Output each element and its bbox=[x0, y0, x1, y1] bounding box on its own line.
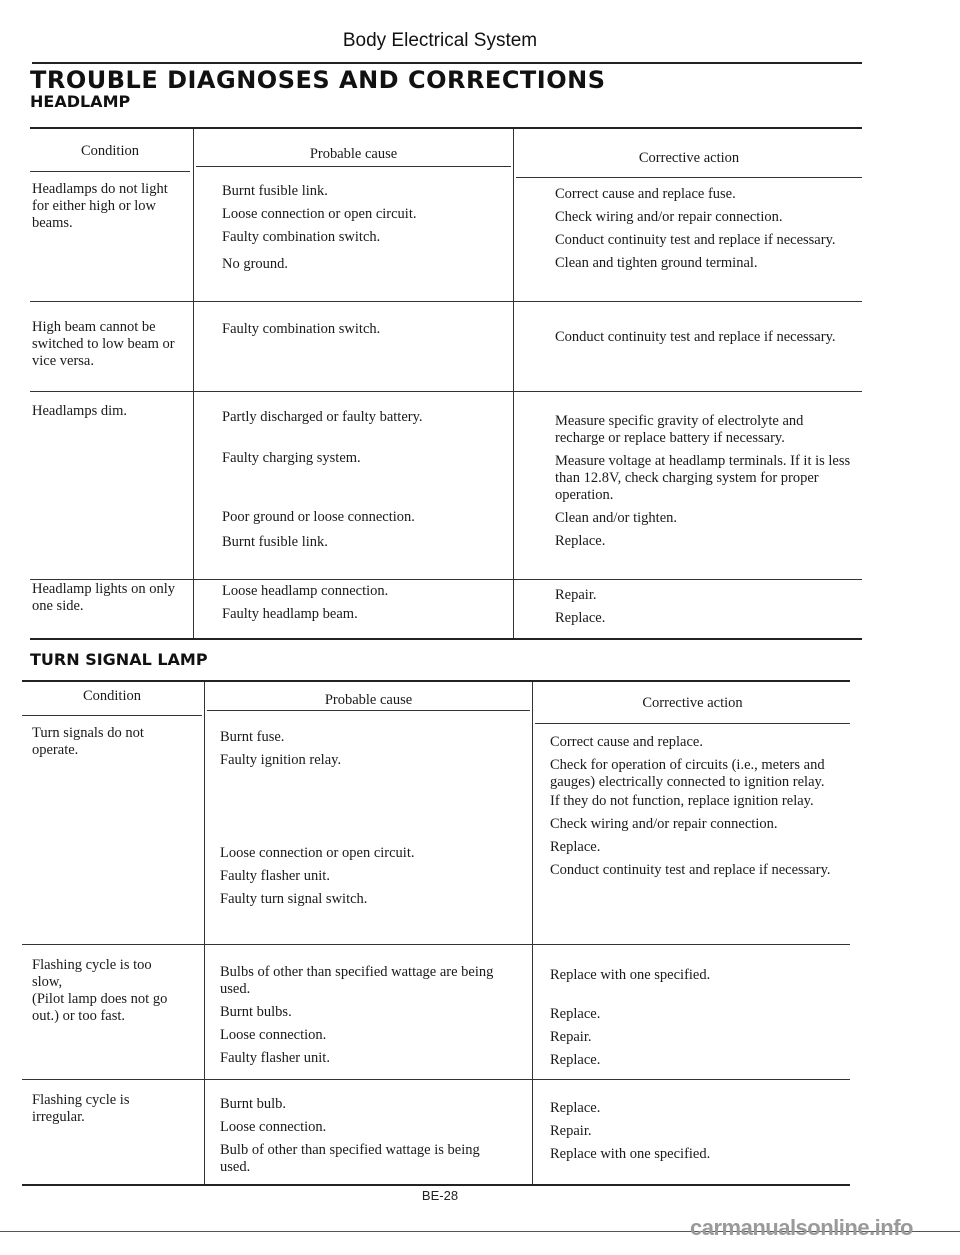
headlamp-table bbox=[30, 127, 862, 640]
action-entry: Replace. bbox=[555, 533, 606, 549]
condition-header: Condition bbox=[80, 143, 139, 159]
cause-entry: Loose headlamp connection. bbox=[222, 583, 389, 599]
probable-cause-header: Probable cause bbox=[324, 692, 413, 708]
column-divider bbox=[513, 129, 514, 638]
action-entry: Replace. bbox=[550, 1100, 601, 1116]
action-entry: Replace. bbox=[550, 1006, 601, 1022]
action-entry: Check for operation of circuits (i.e., meters and gauges) electrically connected to ignition relay. bbox=[550, 757, 825, 790]
condition-cell: High beam cannot be switched to low beam or vice versa. bbox=[32, 319, 175, 369]
cause-cell bbox=[222, 183, 512, 279]
action-entry: Correct cause and replace fuse. bbox=[555, 186, 736, 202]
action-entry: Check wiring and/or repair connection. bbox=[550, 816, 778, 832]
action-entry: Check wiring and/or repair connection. bbox=[555, 209, 783, 225]
header-divider bbox=[207, 710, 530, 711]
column-divider bbox=[204, 682, 205, 1184]
cause-entry: Loose connection. bbox=[220, 1119, 327, 1135]
row-divider bbox=[30, 301, 862, 302]
cause-entry: Faulty headlamp beam. bbox=[222, 606, 358, 622]
cause-entry: Faulty flasher unit. bbox=[220, 1050, 330, 1066]
cause-entry: Loose connection. bbox=[220, 1027, 327, 1043]
cause-entry: Burnt fusible link. bbox=[222, 183, 328, 199]
action-entry: Conduct continuity test and replace if necessary. bbox=[550, 862, 831, 878]
cause-cell bbox=[220, 964, 510, 1073]
condition-cell: Headlamps dim. bbox=[32, 403, 128, 419]
action-entry: Repair. bbox=[555, 587, 597, 603]
action-entry: Repair. bbox=[550, 1029, 592, 1045]
running-header: Body Electrical System bbox=[342, 30, 538, 51]
action-cell bbox=[550, 1100, 850, 1169]
condition-cell bbox=[32, 957, 182, 1025]
cause-entry: Faulty turn signal switch. bbox=[220, 891, 368, 907]
action-entry: Conduct continuity test and replace if necessary. bbox=[555, 329, 836, 345]
action-entry: Replace. bbox=[550, 839, 601, 855]
action-cell bbox=[550, 734, 850, 885]
condition-line: (Pilot lamp does not go out.) or too fast. bbox=[32, 991, 168, 1024]
page-number: BE-28 bbox=[421, 1188, 459, 1203]
row-divider bbox=[22, 1079, 850, 1080]
action-entry: Clean and tighten ground terminal. bbox=[555, 255, 758, 271]
condition-cell: Headlamp lights on only one side. bbox=[32, 581, 175, 614]
column-divider bbox=[532, 682, 533, 1184]
cause-entry: Loose connection or open circuit. bbox=[220, 845, 415, 861]
cause-entry: No ground. bbox=[222, 256, 289, 272]
cause-cell bbox=[220, 1096, 510, 1182]
action-entry: Conduct continuity test and replace if necessary. bbox=[555, 232, 836, 248]
row-divider bbox=[22, 944, 850, 945]
cause-entry: Bulbs of other than specified wattage are being used. bbox=[220, 964, 494, 997]
watermark-logo: carmanualsonline.info bbox=[690, 1215, 913, 1240]
cause-entry: Bulb of other than specified wattage is being used. bbox=[220, 1142, 480, 1175]
condition-cell: Flashing cycle is irregular. bbox=[32, 1092, 130, 1125]
action-entry: Replace with one specified. bbox=[550, 967, 711, 983]
condition-cell: Headlamps do not light for either high or low beams. bbox=[32, 181, 168, 231]
cause-entry: Faulty combination switch. bbox=[222, 321, 381, 337]
cause-entry: Faulty flasher unit. bbox=[220, 868, 330, 884]
cause-entry: Burnt fuse. bbox=[220, 729, 285, 745]
action-entry: Measure specific gravity of electrolyte and recharge or replace battery if necessary. bbox=[555, 413, 804, 446]
cause-entry: Loose connection or open circuit. bbox=[222, 206, 417, 222]
turn-signal-table bbox=[22, 680, 850, 1186]
row-divider bbox=[30, 391, 862, 392]
header-divider bbox=[196, 166, 511, 167]
action-entry: Replace. bbox=[555, 610, 606, 626]
header-divider bbox=[535, 723, 850, 724]
corrective-action-header: Corrective action bbox=[638, 150, 740, 166]
turn-signal-section-title: TURN SIGNAL LAMP bbox=[30, 650, 208, 669]
row-divider bbox=[30, 579, 862, 580]
condition-cell: Turn signals do not operate. bbox=[32, 725, 144, 758]
cause-entry: Burnt bulbs. bbox=[220, 1004, 292, 1020]
cause-entry: Burnt fusible link. bbox=[222, 534, 328, 550]
action-entry: Repair. bbox=[550, 1123, 592, 1139]
header-divider bbox=[22, 715, 202, 716]
cause-entry: Partly discharged or faulty battery. bbox=[222, 409, 423, 425]
cause-cell bbox=[222, 321, 512, 344]
header-divider bbox=[516, 177, 862, 178]
cause-entry: Poor ground or loose connection. bbox=[222, 509, 415, 525]
action-entry: Replace. bbox=[550, 1052, 601, 1068]
action-cell bbox=[555, 587, 855, 633]
corrective-action-header: Corrective action bbox=[642, 695, 743, 711]
condition-header: Condition bbox=[82, 688, 141, 704]
cause-entry: Faulty combination switch. bbox=[222, 229, 381, 245]
action-entry: If they do not function, replace ignition relay. bbox=[550, 793, 814, 809]
action-entry: Clean and/or tighten. bbox=[555, 510, 678, 526]
action-entry: Correct cause and replace. bbox=[550, 734, 703, 750]
action-entry: Measure voltage at headlamp terminals. If it is less than 12.8V, check charging system for proper operation. bbox=[555, 453, 851, 503]
action-cell bbox=[555, 329, 855, 352]
cause-cell bbox=[220, 729, 510, 914]
page-title: TROUBLE DIAGNOSES AND CORRECTIONS bbox=[30, 66, 606, 94]
headlamp-section-title: HEADLAMP bbox=[30, 92, 131, 111]
header-divider bbox=[30, 171, 190, 172]
cause-entry: Burnt bulb. bbox=[220, 1096, 287, 1112]
header-rule bbox=[32, 62, 862, 64]
action-cell bbox=[555, 413, 855, 556]
action-cell bbox=[550, 967, 850, 1075]
cause-cell bbox=[222, 583, 512, 629]
condition-line: Flashing cycle is too slow, bbox=[32, 957, 152, 990]
action-entry: Replace with one specified. bbox=[550, 1146, 711, 1162]
cause-cell bbox=[222, 409, 512, 557]
probable-cause-header: Probable cause bbox=[309, 146, 398, 162]
cause-entry: Faulty charging system. bbox=[222, 450, 361, 466]
action-cell bbox=[555, 186, 855, 278]
column-divider bbox=[193, 129, 194, 638]
cause-entry: Faulty ignition relay. bbox=[220, 752, 342, 768]
